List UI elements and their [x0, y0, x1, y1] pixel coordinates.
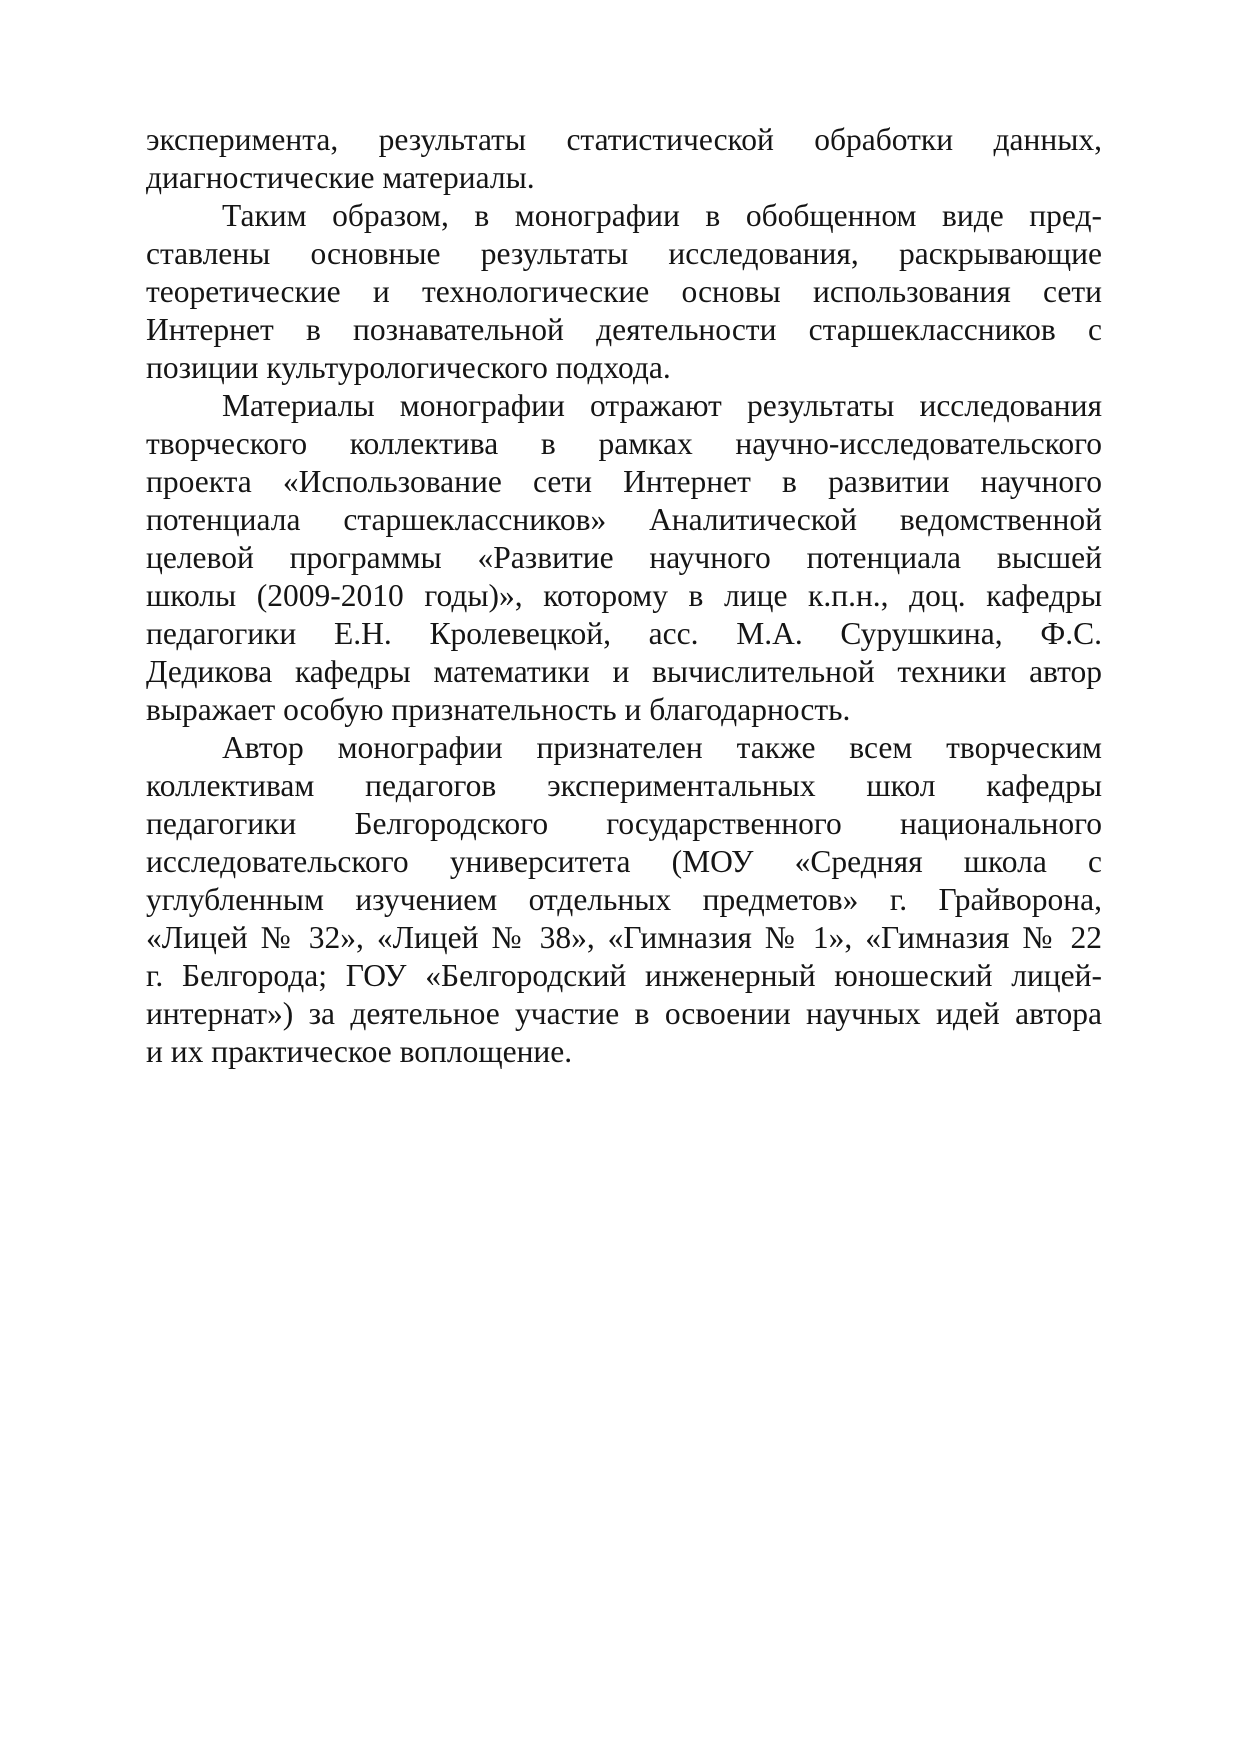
text-line: диагностические материалы.	[146, 160, 535, 195]
paragraph-2	[146, 197, 1102, 387]
text-line: исследовательского университета (МОУ «Средняя школа с	[146, 844, 1102, 879]
text-line: творческого коллектива в рамках научно-исследовательского	[146, 426, 1102, 461]
text-line: целевой программы «Развитие научного потенциала высшей	[146, 540, 1102, 575]
text-line: педагогики Белгородского государственного национального	[146, 806, 1102, 841]
paragraph-3	[146, 387, 1102, 729]
text-line: «Лицей № 32», «Лицей № 38», «Гимназия № 1», «Гимназия № 22	[146, 920, 1102, 955]
text-line: Дедикова кафедры математики и вычислительной техники автор	[146, 654, 1102, 689]
paragraph-1	[146, 121, 1102, 197]
text-line: теоретические и технологические основы использования сети	[146, 274, 1102, 309]
text-line: потенциала старшеклассников» Аналитической ведомственной	[146, 502, 1102, 537]
text-line: Интернет в познавательной деятельности старшеклассников с	[146, 312, 1102, 347]
text-line: и их практическое воплощение.	[146, 1034, 573, 1069]
text-line: коллективам педагогов экспериментальных школ кафедры	[146, 768, 1102, 803]
text-line: интернат») за деятельное участие в освоении научных идей автора	[146, 996, 1102, 1031]
text-line: позиции культурологического подхода.	[146, 350, 671, 385]
text-line: проекта «Использование сети Интернет в развитии научного	[146, 464, 1102, 499]
text-line: эксперимента, результаты статистической обработки данных,	[146, 122, 1102, 157]
text-line: ставлены основные результаты исследования, раскрывающие	[146, 236, 1102, 271]
text-line: Автор монографии признателен также всем творческим	[222, 730, 1102, 765]
text-line: Материалы монографии отражают результаты исследования	[222, 388, 1102, 423]
text-line: Таким образом, в монографии в обобщенном виде пред-	[222, 198, 1102, 233]
text-line: выражает особую признательность и благодарность.	[146, 692, 851, 727]
paragraph-4	[146, 729, 1102, 1071]
text-line: углубленным изучением отдельных предметов» г. Грайворона,	[146, 882, 1102, 917]
text-line: г. Белгорода; ГОУ «Белгородский инженерный юношеский лицей-	[146, 958, 1102, 993]
text-line: педагогики Е.Н. Кролевецкой, асс. М.А. Сурушкина, Ф.С.	[146, 616, 1102, 651]
text-line: школы (2009-2010 годы)», которому в лице к.п.н., доц. кафедры	[146, 578, 1102, 613]
body-text	[146, 121, 1102, 1071]
